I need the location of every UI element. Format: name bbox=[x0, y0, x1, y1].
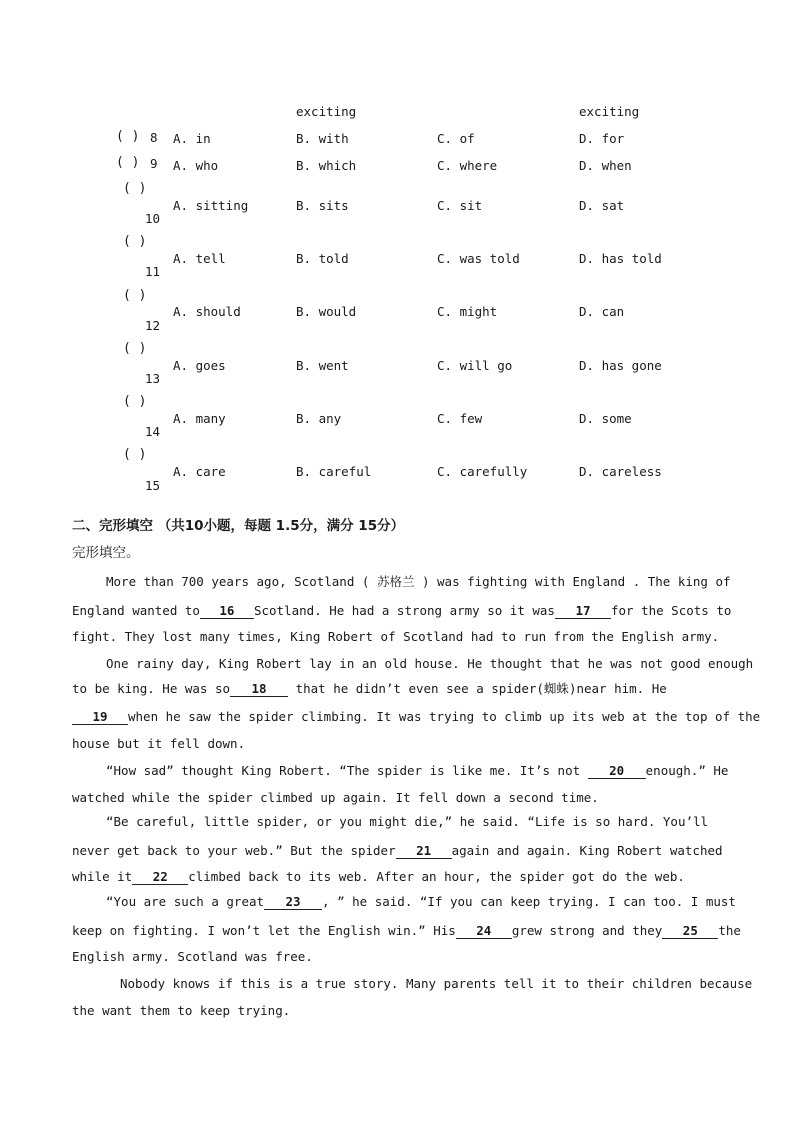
choice-header-b: exciting bbox=[296, 104, 357, 119]
text-line: Nobody knows if this is a true story. Many parents tell it to their children because bbox=[120, 976, 753, 991]
option-c: C. few bbox=[437, 411, 483, 426]
option-a: A. should bbox=[173, 304, 241, 319]
option-a: A. goes bbox=[173, 358, 226, 373]
option-c: C. might bbox=[437, 304, 498, 319]
option-a: A. many bbox=[173, 411, 226, 426]
option-b: B. went bbox=[296, 358, 349, 373]
option-c: C. will go bbox=[437, 358, 513, 373]
option-b: B. with bbox=[296, 131, 349, 146]
option-a: A. who bbox=[173, 158, 219, 173]
text-line: never get back to your web.” But the spider 21 again and again. King Robert watched bbox=[72, 843, 723, 858]
text-line: English army. Scotland was free. bbox=[72, 949, 313, 964]
question-number: 14 bbox=[145, 424, 161, 439]
question-number: 8 bbox=[150, 130, 158, 145]
choice-header-d: exciting bbox=[579, 104, 640, 119]
option-c: C. of bbox=[437, 131, 475, 146]
text-line: One rainy day, King Robert lay in an old house. He thought that he was not good enough bbox=[106, 656, 754, 671]
text-line: fight. They lost many times, King Robert of Scotland had to run from the English army. bbox=[72, 629, 720, 644]
option-c: C. where bbox=[437, 158, 498, 173]
answer-paren[interactable]: ( ) bbox=[123, 447, 147, 462]
text-line: England wanted to 16 Scotland. He had a strong army so it was 17 for the Scots to bbox=[72, 603, 732, 618]
text-line: the want them to keep trying. bbox=[72, 1003, 291, 1018]
answer-paren[interactable]: ( ) bbox=[116, 155, 140, 170]
text-line: watched while the spider climbed up again. It fell down a second time. bbox=[72, 790, 599, 805]
question-number: 10 bbox=[145, 211, 161, 226]
option-b: B. told bbox=[296, 251, 349, 266]
question-number: 12 bbox=[145, 318, 161, 333]
option-d: D. some bbox=[579, 411, 632, 426]
blank-21[interactable]: 21 bbox=[396, 844, 452, 859]
answer-paren[interactable]: ( ) bbox=[123, 181, 147, 196]
text-line: “Be careful, little spider, or you might die,” he said. “Life is so hard. You’ll bbox=[106, 814, 709, 829]
question-number: 15 bbox=[145, 478, 161, 493]
blank-20[interactable]: 20 bbox=[588, 764, 646, 779]
blank-24[interactable]: 24 bbox=[456, 924, 512, 939]
option-b: B. which bbox=[296, 158, 357, 173]
option-b: B. sits bbox=[296, 198, 349, 213]
question-number: 13 bbox=[145, 371, 161, 386]
option-c: C. carefully bbox=[437, 464, 528, 479]
text-line: More than 700 years ago, Scotland ( 苏格兰 ) was fighting with England . The king of bbox=[106, 574, 731, 589]
question-number: 11 bbox=[145, 264, 161, 279]
option-d: D. careless bbox=[579, 464, 662, 479]
option-d: D. has gone bbox=[579, 358, 662, 373]
blank-19[interactable]: 19 bbox=[72, 710, 128, 725]
option-a: A. sitting bbox=[173, 198, 249, 213]
option-b: B. would bbox=[296, 304, 357, 319]
question-number: 9 bbox=[150, 156, 158, 171]
text-line: house but it fell down. bbox=[72, 736, 246, 751]
option-a: A. tell bbox=[173, 251, 226, 266]
blank-17[interactable]: 17 bbox=[555, 604, 611, 619]
option-d: D. can bbox=[579, 304, 625, 319]
text-line: 19 when he saw the spider climbing. It was trying to climb up its web at the top of the bbox=[72, 709, 722, 725]
blank-25[interactable]: 25 bbox=[662, 924, 718, 939]
blank-22[interactable]: 22 bbox=[132, 870, 188, 885]
option-a: A. care bbox=[173, 464, 226, 479]
option-a: A. in bbox=[173, 131, 211, 146]
answer-paren[interactable]: ( ) bbox=[116, 129, 140, 144]
blank-16[interactable]: 16 bbox=[200, 604, 254, 619]
option-d: D. has told bbox=[579, 251, 662, 266]
text-line: to be king. He was so 18 that he didn’t even see a spider(蜘蛛)near him. He bbox=[72, 681, 667, 696]
answer-paren[interactable]: ( ) bbox=[123, 341, 147, 356]
text-line: “How sad” thought King Robert. “The spider is like me. It’s not 20 enough.” He bbox=[106, 763, 729, 778]
option-d: D. when bbox=[579, 158, 632, 173]
option-b: B. any bbox=[296, 411, 342, 426]
option-c: C. sit bbox=[437, 198, 483, 213]
answer-paren[interactable]: ( ) bbox=[123, 394, 147, 409]
option-b: B. careful bbox=[296, 464, 372, 479]
option-c: C. was told bbox=[437, 251, 520, 266]
text-line: while it 22 climbed back to its web. After an hour, the spider got do the web. bbox=[72, 869, 685, 884]
section-intro: 完形填空。 bbox=[72, 545, 140, 561]
blank-18[interactable]: 18 bbox=[230, 682, 288, 697]
blank-23[interactable]: 23 bbox=[264, 895, 322, 910]
text-line: keep on fighting. I won’t let the English win.” His 24 grew strong and they 25 the bbox=[72, 923, 741, 938]
section-title: 二、完形填空 （共10小题，每题 1.5分，满分 15分） bbox=[72, 518, 405, 534]
option-d: D. sat bbox=[579, 198, 625, 213]
answer-paren[interactable]: ( ) bbox=[123, 234, 147, 249]
answer-paren[interactable]: ( ) bbox=[123, 288, 147, 303]
text-line: “You are such a great 23 , ” he said. “If you can keep trying. I can too. I must bbox=[106, 894, 736, 909]
option-d: D. for bbox=[579, 131, 625, 146]
